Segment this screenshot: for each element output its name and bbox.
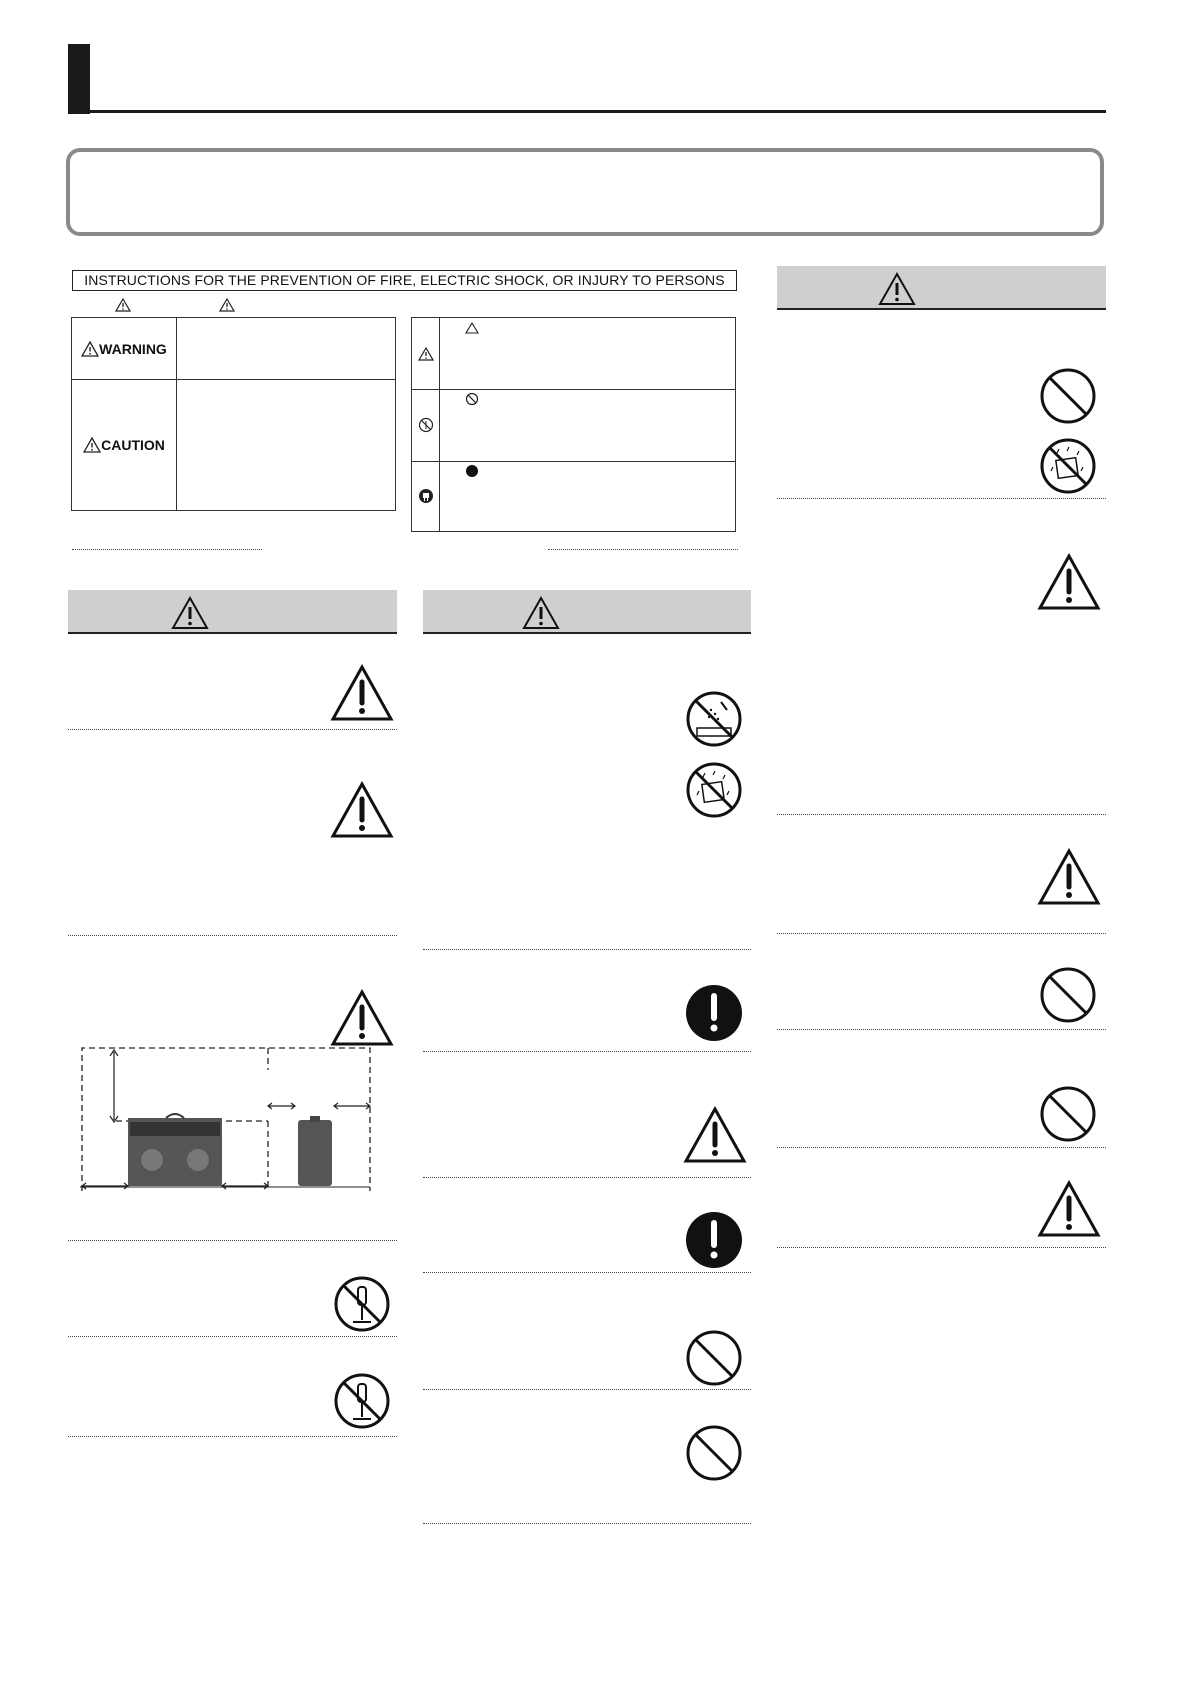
separator	[423, 1389, 751, 1390]
prohibited-circle-icon	[1039, 1085, 1097, 1143]
warning-triangle-icon	[330, 989, 394, 1047]
prohibited-circle-icon	[1039, 966, 1097, 1024]
warning-triangle-icon	[83, 437, 101, 453]
separator	[72, 549, 262, 550]
separator	[68, 935, 397, 936]
warning-section-header	[68, 590, 397, 634]
separator	[68, 1436, 397, 1437]
separator	[423, 1523, 751, 1524]
warning-triangle-icon	[1037, 553, 1101, 611]
caution-row	[72, 379, 395, 510]
warning-section-header	[423, 590, 751, 634]
symbol-row-mandatory	[412, 461, 735, 531]
caution-label: CAUTION	[101, 436, 165, 453]
warning-triangle-icon	[330, 781, 394, 839]
warning-triangle-icon	[219, 298, 235, 312]
separator	[68, 1240, 397, 1241]
warning-triangle-icon	[418, 347, 434, 361]
do-not-disassemble-icon	[333, 1372, 391, 1430]
warning-label: WARNING	[99, 340, 167, 357]
separator	[548, 549, 738, 550]
separator	[423, 1177, 751, 1178]
symbol-row-triangle	[412, 318, 735, 390]
warning-triangle-icon	[683, 1106, 747, 1164]
warning-triangle-icon	[522, 596, 560, 630]
important-notice-box	[66, 148, 1104, 236]
do-not-get-wet-icon	[685, 761, 743, 819]
separator	[777, 933, 1106, 934]
separator	[423, 1051, 751, 1052]
mandatory-dot-icon	[465, 464, 479, 478]
unplug-icon	[418, 488, 434, 504]
triangle-outline-icon	[465, 322, 479, 334]
amp-clearance-diagram	[80, 1046, 372, 1194]
title-bar-marker	[68, 44, 90, 114]
separator	[777, 1247, 1106, 1248]
do-not-use-near-water-icon	[685, 690, 743, 748]
warning-triangle-icon	[1037, 1180, 1101, 1238]
do-not-disassemble-icon	[333, 1275, 391, 1333]
warning-triangle-icon	[115, 298, 131, 312]
prohibited-circle-icon	[465, 392, 479, 406]
prohibited-circle-icon	[685, 1329, 743, 1387]
do-not-get-wet-icon	[1039, 437, 1097, 495]
warning-triangle-icon	[1037, 848, 1101, 906]
prohibited-circle-icon	[1039, 367, 1097, 425]
separator	[423, 1272, 751, 1273]
mandatory-action-icon	[685, 1211, 743, 1269]
separator	[777, 1147, 1106, 1148]
prohibited-circle-icon	[685, 1424, 743, 1482]
symbol-legend-table	[411, 317, 736, 532]
instructions-banner: INSTRUCTIONS FOR THE PREVENTION OF FIRE, ELECTRIC SHOCK, OR INJURY TO PERSONS	[72, 270, 737, 291]
separator	[777, 814, 1106, 815]
title-rule	[68, 110, 1106, 113]
hazard-legend-table	[71, 317, 396, 511]
mandatory-action-icon	[685, 984, 743, 1042]
warning-triangle-icon	[171, 596, 209, 630]
separator	[68, 729, 397, 730]
separator	[68, 1336, 397, 1337]
symbol-row-prohibited	[412, 389, 735, 462]
separator	[777, 498, 1106, 499]
warning-triangle-icon	[878, 272, 916, 306]
warning-triangle-icon	[81, 341, 99, 357]
warning-section-header	[777, 266, 1106, 310]
warning-triangle-icon	[330, 664, 394, 722]
warning-row	[72, 318, 395, 380]
do-not-disassemble-icon	[418, 417, 434, 433]
separator	[423, 949, 751, 950]
separator	[777, 1029, 1106, 1030]
